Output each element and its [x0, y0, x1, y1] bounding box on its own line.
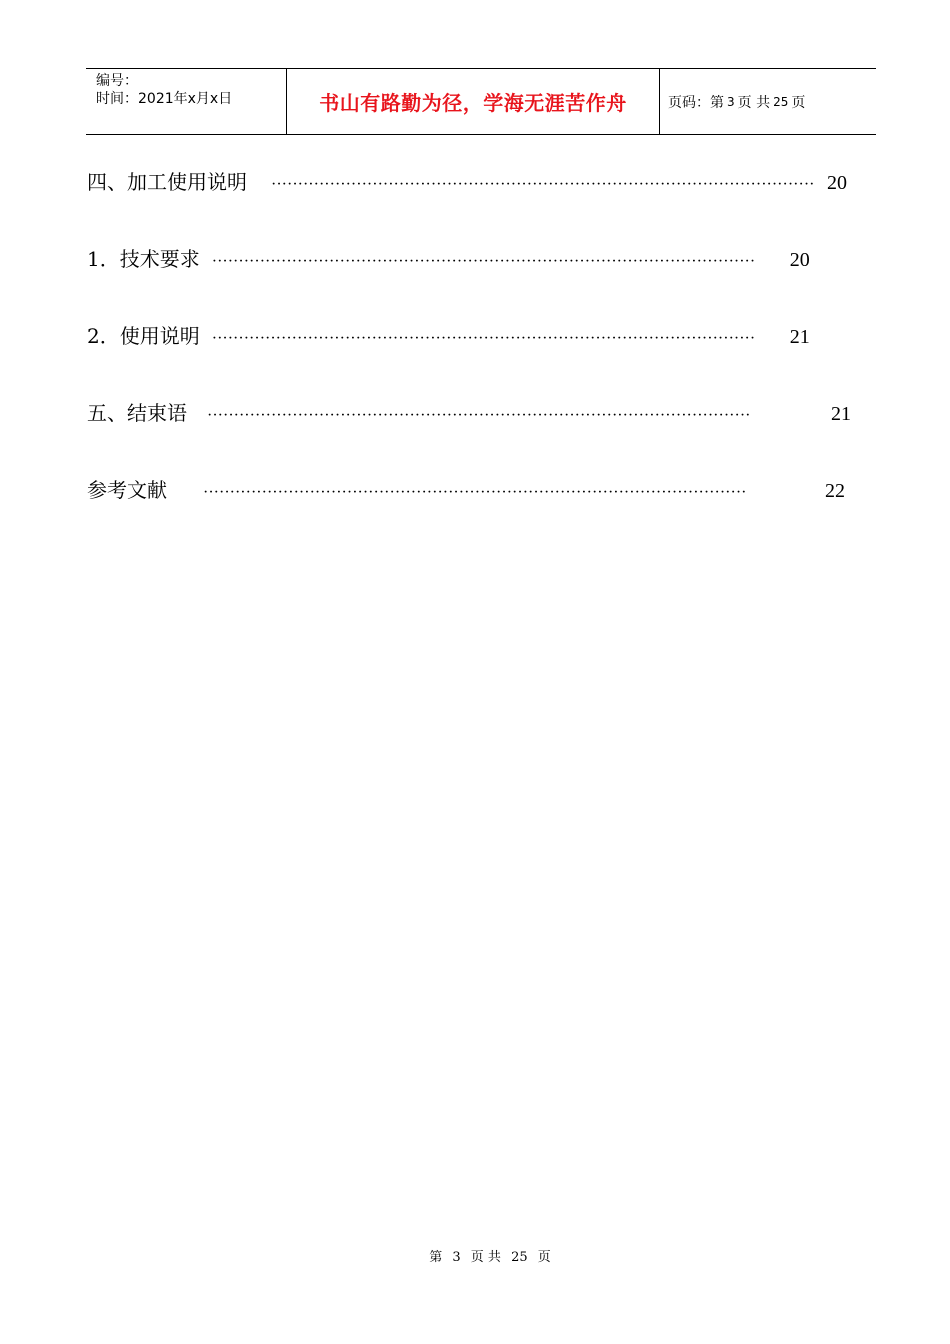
toc-entry-page: 21	[831, 403, 851, 425]
toc-entry-page: 21	[789, 326, 810, 348]
toc-entry-label: 四、加工使用说明	[87, 170, 247, 194]
page-footer	[0, 1246, 950, 1265]
toc-entry-label: 参考文献	[87, 478, 167, 502]
toc-entry-page: 22	[825, 480, 845, 502]
header-page-suffix: 页	[791, 94, 806, 111]
toc-entry[interactable]	[87, 320, 810, 350]
page-header	[86, 68, 876, 135]
toc-entry[interactable]	[87, 166, 847, 196]
header-motto-cell	[287, 69, 660, 134]
toc-leader-dots: ······································································································	[203, 484, 747, 501]
header-page-info	[660, 69, 876, 134]
header-page-total: 25	[773, 94, 789, 109]
footer-page-total: 25	[511, 1250, 528, 1265]
toc-leader-dots: ······································································································	[207, 407, 751, 424]
toc-leader-dots: ······································································································	[271, 176, 815, 193]
footer-mid: 页 共	[470, 1250, 501, 1265]
toc-entry[interactable]	[87, 243, 810, 273]
toc-leader-dots: ······································································································	[211, 330, 756, 347]
header-page-mid: 页 共	[737, 94, 771, 111]
header-motto: 书山有路勤为径，学海无涯苦作舟	[319, 91, 627, 115]
footer-prefix: 第	[429, 1250, 443, 1265]
toc-entry-page: 20	[789, 249, 810, 271]
toc-leader-dots: ······································································································	[211, 253, 756, 270]
header-page-current: 3	[727, 94, 735, 109]
footer-suffix: 页	[537, 1250, 551, 1265]
footer-page-current: 3	[452, 1250, 461, 1265]
toc-entry-label: 五、结束语	[87, 401, 187, 425]
header-page-prefix: 页码：第	[668, 94, 724, 111]
toc-entry-label: 1．技术要求	[87, 247, 200, 271]
header-meta	[86, 69, 287, 134]
toc-entry-label: 2．使用说明	[87, 324, 200, 348]
document-time-label: 时间：2021年x月x日	[96, 91, 233, 107]
document-number-label: 编号：	[96, 73, 138, 89]
toc-entry[interactable]	[87, 397, 851, 427]
toc-entry-page: 20	[827, 172, 847, 194]
toc-entry[interactable]	[87, 474, 845, 504]
